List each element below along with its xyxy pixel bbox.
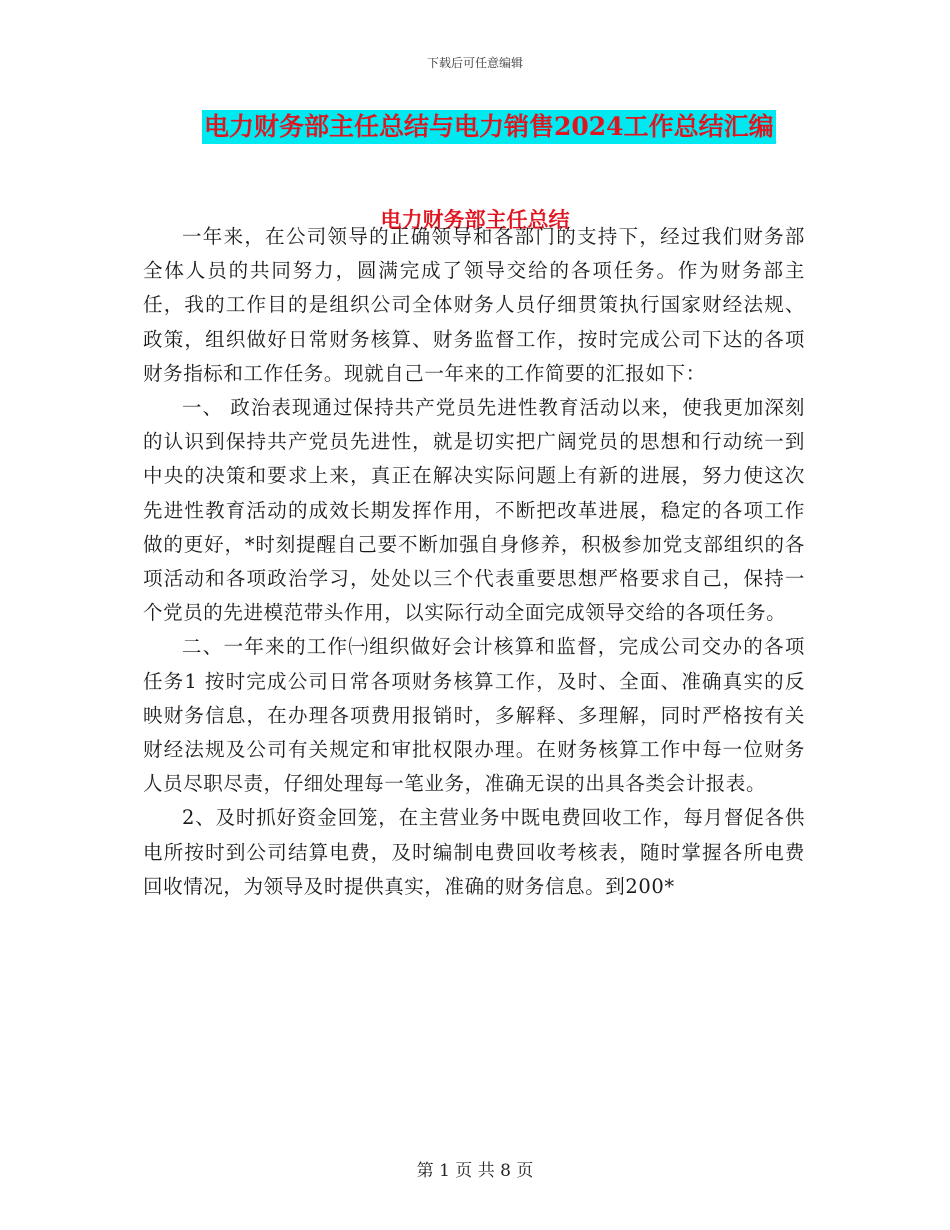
paragraph-political: 一、 政治表现通过保持共产党员先进性教育活动以来，使我更加深刻的认识到保持共产党员先进性，就是切实把广阔党员的思想和行动统一到中央的决策和要求上来，真正在解决实际问题上有新的进展，努力使这次先进性教育活动的成效长期发挥作用，不断把改革进展，稳定的各项工作做的更好，*时刻提醒自己要不断加强自身修养，积极参加党支部组织的各项活动和各项政治学习，处处以三个代表重要思想严格要求自己，保持一个党员的先进模范带头作用，以实际行动全面完成领导交给的各项任务。 bbox=[143, 396, 805, 625]
paragraph-funds: 2、及时抓好资金回笼，在主营业务中既电费回收工作，每月督促各供电所按时到公司结算电费，及时编制电费回收考核表，随时掌握各所电费回收情况，为领导及时提供真实，准确的财务信息。到200* bbox=[143, 806, 805, 898]
paragraph-intro: 一年来，在公司领导的正确领导和各部门的支持下，经过我们财务部全体人员的共同努力，圆满完成了领导交给的各项任务。作为财务部主任，我的工作目的是组织公司全体财务人员仔细贯策执行国家财经法规、政策，组织做好日常财务核算、财务监督工作，按时完成公司下达的各项财务指标和工作任务。现就自己一年来的工作简要的汇报如下： bbox=[143, 225, 805, 385]
section-title: 电力财务部主任总结 bbox=[380, 207, 570, 232]
header-note: 下载后可任意编辑 bbox=[426, 56, 523, 70]
document-title: 电力财务部主任总结与电力销售2024工作总结汇编 bbox=[202, 110, 776, 144]
document-body bbox=[143, 220, 805, 904]
page-number: 第 1 页 共 8 页 bbox=[416, 1161, 534, 1181]
paragraph-work: 二、一年来的工作㈠组织做好会计核算和监督，完成公司交办的各项任务1 按时完成公司日常各项财务核算工作，及时、全面、准确真实的反映财务信息，在办理各项费用报销时，多解释、多理解，同时严格按有关财经法规及公司有关规定和审批权限办理。在财务核算工作中每一位财务人员尽职尽责，仔细处理每一笔业务，准确无误的出具各类会计报表。 bbox=[143, 635, 805, 796]
